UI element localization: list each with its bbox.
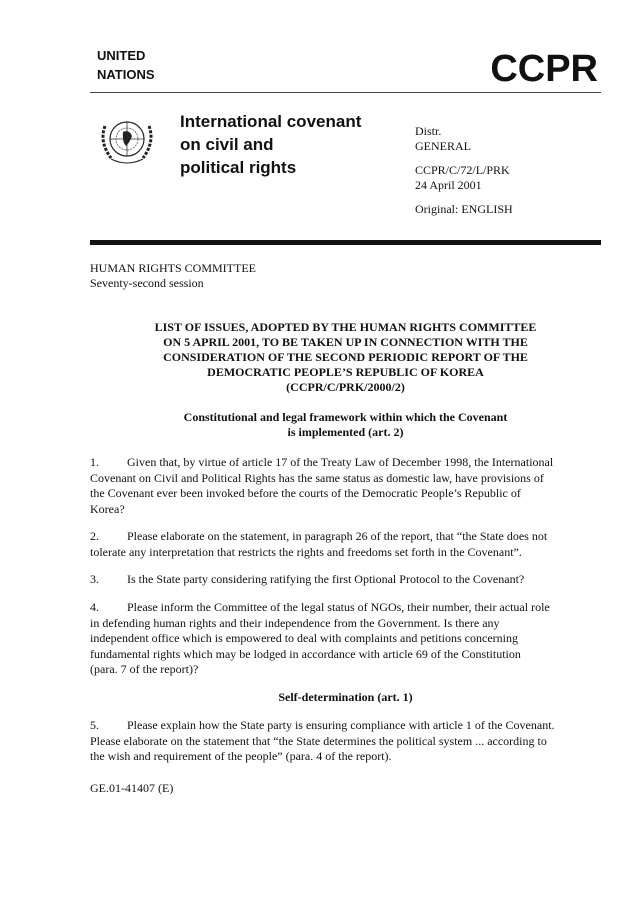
distribution: GENERAL bbox=[415, 139, 471, 153]
paragraph-line bbox=[90, 545, 605, 561]
paragraph bbox=[90, 718, 605, 765]
distr-label: Distr. bbox=[415, 124, 442, 138]
paragraph-number: 2. bbox=[90, 529, 99, 543]
paragraph-text: independent office which is empowered to deal with complaints and petitions concerning bbox=[90, 631, 518, 645]
paragraph-number: 5. bbox=[90, 718, 99, 732]
paragraph bbox=[90, 529, 605, 560]
paragraph bbox=[90, 572, 605, 588]
paragraph-line bbox=[90, 471, 605, 487]
paragraph-text: fundamental rights which may be lodged in accordance with article 69 of the Constitution bbox=[90, 646, 521, 661]
paragraph-text: the Covenant ever been invoked before the courts of the Democratic People’s Republic of bbox=[90, 486, 521, 500]
paragraph-text: Please elaborate on the statement that “the State determines the political system ... according to bbox=[90, 733, 547, 748]
heading-line: (CCPR/C/PRK/2000/2) bbox=[286, 380, 405, 394]
paragraph-line bbox=[90, 662, 605, 678]
paragraph-line bbox=[90, 718, 605, 734]
document-title bbox=[180, 110, 361, 179]
paragraph-line bbox=[90, 647, 605, 663]
un-emblem-icon bbox=[97, 112, 157, 168]
doc-symbol: CCPR/C/72/L/PRK bbox=[415, 163, 510, 177]
heading-line: DEMOCRATIC PEOPLE’S REPUBLIC OF KOREA bbox=[207, 365, 484, 379]
title-line: political rights bbox=[180, 158, 297, 177]
paragraph-text: Given that, by virtue of article 17 of the Treaty Law of December 1998, the International bbox=[127, 455, 554, 469]
paragraph-number: 3. bbox=[90, 572, 99, 586]
org-line-1: UNITED bbox=[97, 48, 146, 63]
paragraph-text: the wish and requirement of the people” (para. 4 of the report). bbox=[90, 749, 392, 763]
heading-line: Constitutional and legal framework within which the Covenant bbox=[183, 410, 508, 424]
paragraph-line bbox=[90, 529, 605, 545]
heading-line: ON 5 APRIL 2001, TO BE TAKEN UP IN CONNECTION WITH THE bbox=[163, 335, 528, 349]
heading-line: is implemented (art. 2) bbox=[287, 425, 404, 439]
original-language: Original: ENGLISH bbox=[415, 202, 513, 216]
committee-name: HUMAN RIGHTS COMMITTEE bbox=[90, 261, 256, 275]
section-heading: Self-determination (art. 1) bbox=[278, 690, 413, 704]
section-heading bbox=[90, 410, 601, 440]
paragraph-text: Is the State party considering ratifying the first Optional Protocol to the Covenant? bbox=[127, 572, 525, 586]
paragraph-line bbox=[90, 616, 605, 632]
document-job-number: GE.01-41407 (E) bbox=[90, 781, 174, 795]
title-line: International covenant bbox=[180, 112, 362, 131]
main-heading bbox=[90, 320, 601, 395]
org-line-2: NATIONS bbox=[97, 67, 155, 82]
org-name bbox=[97, 46, 155, 84]
paragraph-text: Please elaborate on the statement, in paragraph 26 of the report, that “the State does not bbox=[127, 529, 548, 543]
paragraph-line bbox=[90, 572, 605, 588]
paragraph-line bbox=[90, 502, 605, 518]
paragraph-text: Covenant on Civil and Political Rights has the same status as domestic law, have provisions of bbox=[90, 470, 544, 485]
title-line: on civil and bbox=[180, 135, 274, 154]
paragraph-line bbox=[90, 734, 605, 750]
distribution-info bbox=[415, 124, 513, 226]
paragraph-text: Please explain how the State party is ensuring compliance with article 1 of the Covenant. bbox=[127, 718, 555, 732]
paragraph-text: tolerate any interpretation that restricts the rights and freedoms set forth in the Covenant”. bbox=[90, 544, 522, 559]
heading-line: CONSIDERATION OF THE SECOND PERIODIC REPORT OF THE bbox=[163, 350, 528, 364]
paragraph bbox=[90, 600, 605, 678]
paragraph-line bbox=[90, 749, 605, 765]
committee-info bbox=[90, 261, 256, 291]
paragraph-line bbox=[90, 600, 605, 616]
paragraph-line bbox=[90, 631, 605, 647]
committee-session: Seventy-second session bbox=[90, 276, 204, 290]
paragraph-number: 4. bbox=[90, 600, 99, 614]
paragraph-text: in defending human rights and their independence from the Government. Is there any bbox=[90, 615, 500, 630]
doc-date: 24 April 2001 bbox=[415, 178, 482, 192]
paragraph bbox=[90, 455, 605, 517]
heading-line: LIST OF ISSUES, ADOPTED BY THE HUMAN RIGHTS COMMITTEE bbox=[154, 320, 537, 334]
divider-thick bbox=[90, 240, 601, 245]
document-series: CCPR bbox=[490, 48, 598, 90]
paragraph-text: Please inform the Committee of the legal status of NGOs, their number, their actual role bbox=[127, 600, 550, 614]
paragraph-line bbox=[90, 455, 605, 471]
paragraph-line bbox=[90, 486, 605, 502]
divider bbox=[90, 92, 601, 93]
paragraph-text: (para. 7 of the report)? bbox=[90, 662, 199, 676]
paragraph-text: Korea? bbox=[90, 501, 125, 516]
paragraph-number: 1. bbox=[90, 455, 99, 469]
